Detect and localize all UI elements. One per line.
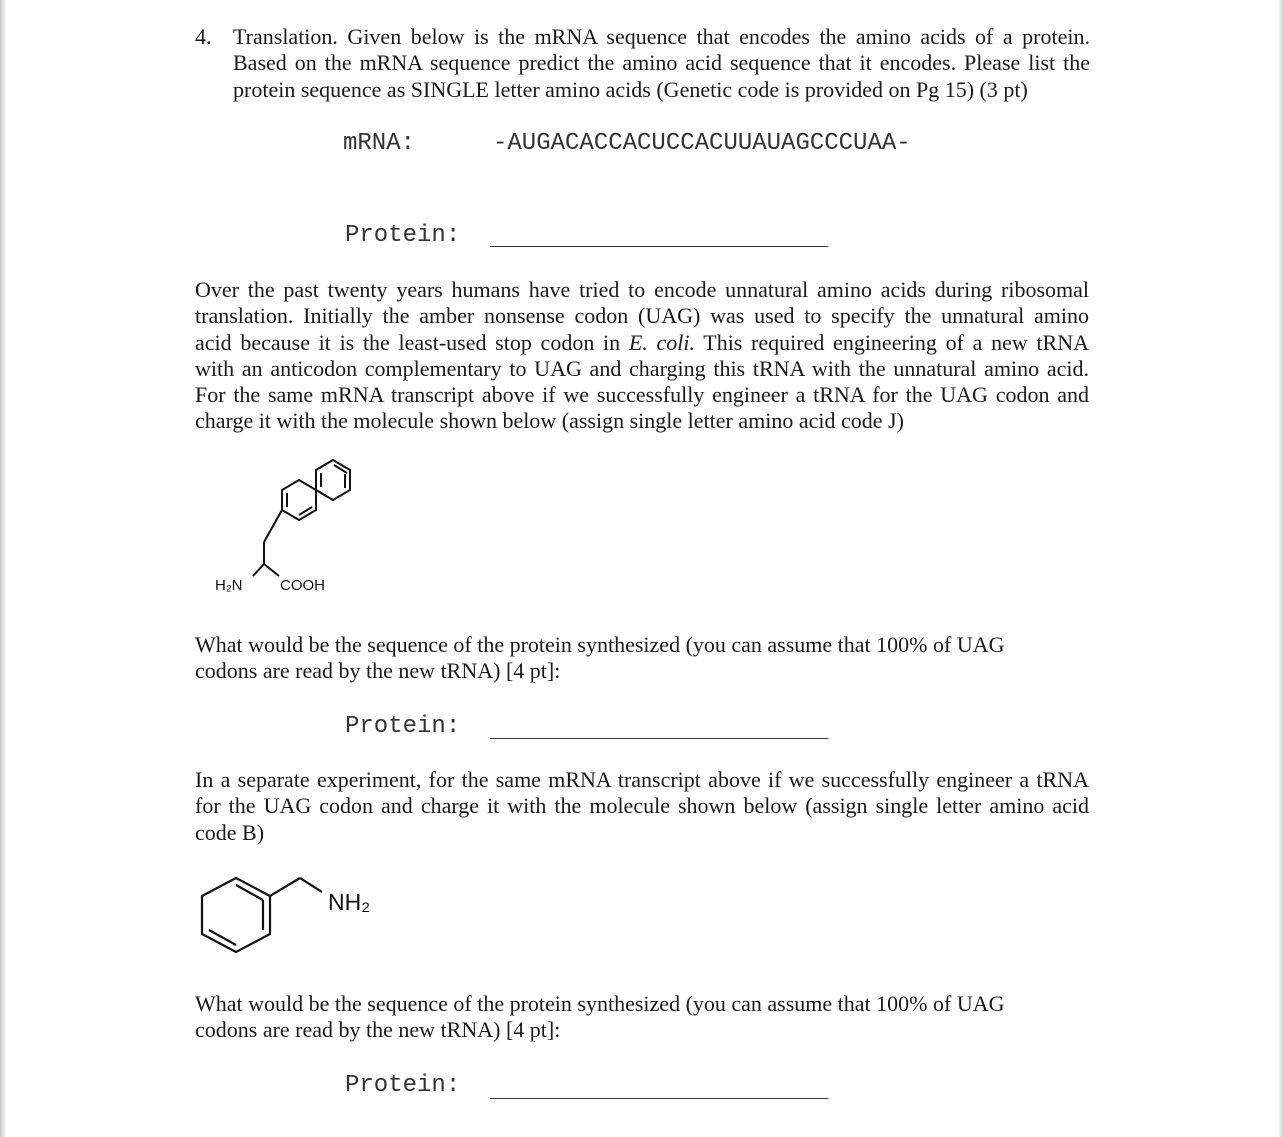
question-intro-paragraph xyxy=(233,24,1090,103)
paragraph-line: for the UAG codon and charge it with the molecule shown below (assign single letter amino acid xyxy=(195,793,1089,819)
protein-answer-blank-2[interactable] xyxy=(490,738,828,739)
mrna-label: mRNA: xyxy=(343,130,416,157)
intro-line: protein sequence as SINGLE letter amino acids (Genetic code is provided on Pg 15) (3 pt) xyxy=(233,76,1028,102)
question-number: 4. xyxy=(195,24,212,49)
paragraph-line: code B) xyxy=(195,819,265,845)
benzene-ring xyxy=(202,878,270,952)
molecule-b-amine-label: NH₂ xyxy=(328,889,371,915)
protein-label-3: Protein: xyxy=(345,1072,461,1099)
carboxyl-bond xyxy=(264,564,279,576)
paragraph-line: translation. Initially the amber nonsense codon (UAG) was used to specify the unnatural amino xyxy=(195,303,1089,329)
paragraph-line: charge it with the molecule shown below (assign single letter amino acid code J) xyxy=(195,408,904,434)
question-b-paragraph xyxy=(195,991,1089,1044)
intro-line: Based on the mRNA sequence predict the amino acid sequence that it encodes. Please list the xyxy=(233,50,1090,76)
page-edge-left xyxy=(0,0,6,1137)
paragraph-line: In a separate experiment, for the same mRNA transcript above if we successfully engineer a tRNA xyxy=(195,767,1089,792)
molecule-j-structure xyxy=(205,452,365,602)
molecule-b-structure xyxy=(190,868,400,968)
protein-label-2: Protein: xyxy=(345,713,461,740)
protein-answer-blank-3[interactable] xyxy=(490,1098,828,1099)
question-j-line: What would be the sequence of the protein synthesized (you can assume that 100% of UAG xyxy=(195,632,1005,657)
paragraph-line-part: acid because it is the least-used stop codon in xyxy=(195,329,629,355)
molecule-j-acid-label: COOH xyxy=(280,577,325,594)
paragraph-line-part: This required engineering of a new tRNA xyxy=(694,329,1089,355)
question-j-paragraph xyxy=(195,632,1089,685)
paragraph-line: Over the past twenty years humans have tried to encode unnatural amino acids during ribosomal xyxy=(195,277,1089,302)
side-chain-bond-1 xyxy=(270,878,300,896)
paragraph-line: with an anticodon complementary to UAG and charging this tRNA with the unnatural amino acid. xyxy=(195,355,1089,381)
side-chain-bond-2 xyxy=(300,878,322,892)
protein-answer-blank-1[interactable] xyxy=(490,246,828,247)
unnatural-amino-acid-paragraph xyxy=(195,277,1089,435)
separate-experiment-paragraph xyxy=(195,767,1089,846)
paragraph-line: For the same mRNA transcript above if we successfully engineer a tRNA for the UAG codon and xyxy=(195,382,1089,408)
ch2-bond xyxy=(264,510,282,542)
intro-line: Translation. Given below is the mRNA sequence that encodes the amino acids of a protein. xyxy=(233,24,1090,49)
paragraph-line xyxy=(195,330,1089,356)
page-edge-right xyxy=(1278,0,1284,1137)
organism-name: E. coli. xyxy=(628,329,695,355)
question-j-line: codons are read by the new tRNA) [4 pt]: xyxy=(195,658,561,684)
question-b-line: What would be the sequence of the protein synthesized (you can assume that 100% of UAG xyxy=(195,991,1005,1016)
question-b-line: codons are read by the new tRNA) [4 pt]: xyxy=(195,1017,561,1043)
amine-bond xyxy=(253,564,264,576)
protein-label-1: Protein: xyxy=(345,222,461,249)
molecule-j-amine-label: H₂N xyxy=(215,577,243,594)
mrna-sequence: -AUGACACCACUCCACUUAUAGCCCUAA- xyxy=(493,130,911,157)
